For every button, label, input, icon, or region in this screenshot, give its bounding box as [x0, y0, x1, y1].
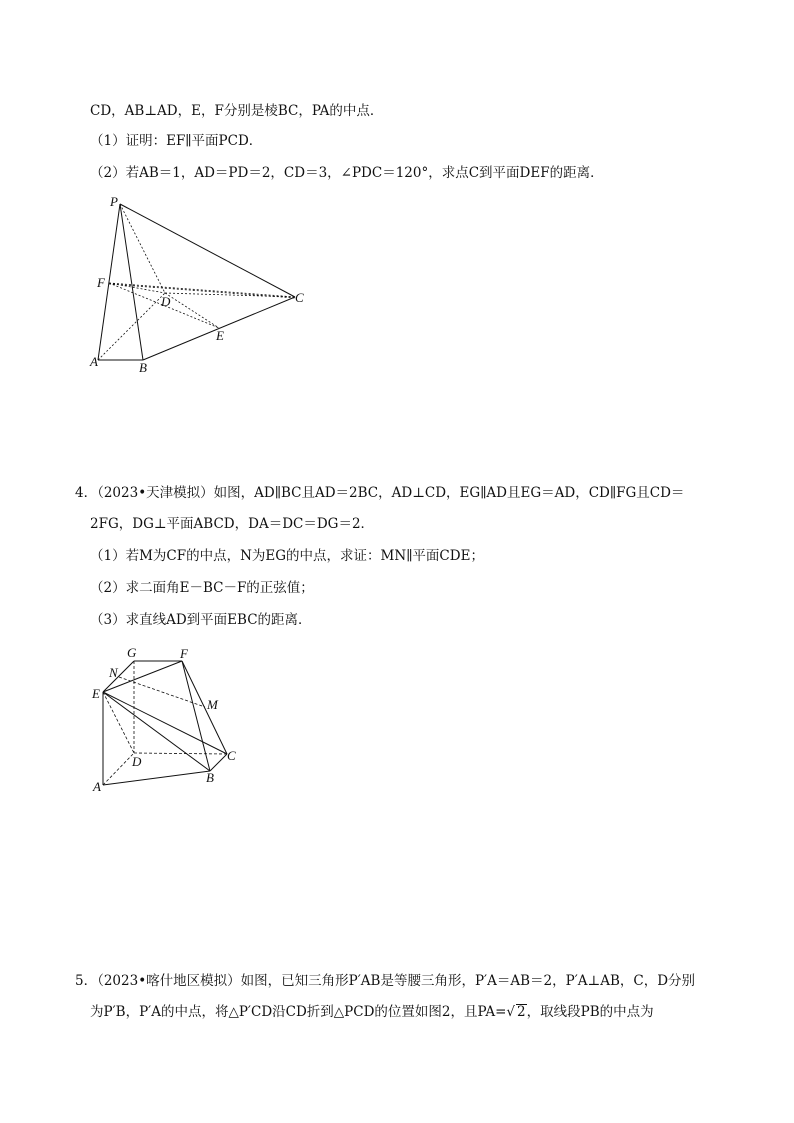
- edge-FC2: [109, 284, 295, 298]
- label-B: B: [206, 770, 214, 785]
- edge-EG: [103, 661, 134, 692]
- label-B: B: [139, 360, 147, 375]
- edge-FC: [109, 283, 295, 297]
- label-C: C: [227, 748, 236, 763]
- edge-AB: [103, 771, 210, 785]
- p3-part1: （1）证明：EF∥平面PCD．: [90, 133, 263, 149]
- edge-FC: [182, 661, 227, 754]
- label-F: F: [97, 275, 105, 290]
- p3-part2: （2）若AB＝1，AD＝PD＝2，CD＝3，∠PDC＝120°，求点C到平面DEF的距离．: [90, 165, 604, 181]
- p4-part3: （3）求直线AD到平面EBC的距离．: [90, 612, 312, 628]
- p4-text-line1: 4．（2023•天津模拟）如图，AD∥BC且AD＝2BC，AD⊥CD，EG∥AD且EG＝AD，CD∥FG且CD＝: [75, 485, 685, 501]
- label-P: P: [110, 194, 118, 209]
- edge-AD: [98, 293, 165, 360]
- p5-text-line1: 5．（2023•喀什地区模拟）如图，已知三角形P′AB是等腰三角形，P′A＝AB＝2，P′A⊥AB，C，D分别: [75, 973, 696, 989]
- label-E: E: [92, 686, 100, 701]
- edge-ED: [103, 692, 134, 753]
- edge-DE: [165, 293, 219, 328]
- p4-part1: （1）若M为CF的中点，N为EG的中点，求证：MN∥平面CDE；: [90, 548, 484, 564]
- edge-EB: [103, 692, 210, 771]
- p4-polyhedron-figure: [85, 640, 255, 800]
- edge-FB: [182, 661, 210, 771]
- sqrt-symbol: √: [506, 1004, 516, 1020]
- p5-line2-post: ，取线段PB的中点为: [526, 1004, 654, 1020]
- label-M: M: [207, 697, 218, 712]
- edge-AD: [103, 753, 134, 785]
- p3-pyramid-figure: [85, 190, 315, 375]
- label-A: A: [93, 779, 101, 794]
- edge-PC: [120, 204, 295, 297]
- edge-PB: [120, 204, 143, 360]
- p4-part2: （2）求二面角E－BC－F的正弦值；: [90, 580, 314, 596]
- p4-text-line2: 2FG，DG⊥平面ABCD，DA＝DC＝DG＝2．: [90, 516, 375, 532]
- edge-DC: [134, 753, 227, 754]
- p5-text-line2: [90, 1002, 654, 1022]
- label-A: A: [90, 354, 98, 369]
- p3-text-line1: CD，AB⊥AD，E，F分别是棱BC，PA的中点．: [90, 103, 384, 119]
- label-D: D: [132, 754, 142, 769]
- edge-BC: [210, 754, 227, 771]
- label-C: C: [295, 290, 304, 305]
- edge-DC: [165, 293, 295, 297]
- edge-FD: [109, 283, 165, 293]
- sqrt-value: 2: [517, 1004, 526, 1020]
- label-D: D: [161, 294, 171, 309]
- p5-line2-pre: 为P′B，P′A的中点，将△P′CD沿CD折到△PCD的位置如图2，且PA=: [90, 1004, 507, 1020]
- label-N: N: [109, 665, 118, 680]
- label-G: G: [127, 645, 137, 660]
- label-E: E: [216, 328, 224, 343]
- label-F: F: [180, 646, 188, 661]
